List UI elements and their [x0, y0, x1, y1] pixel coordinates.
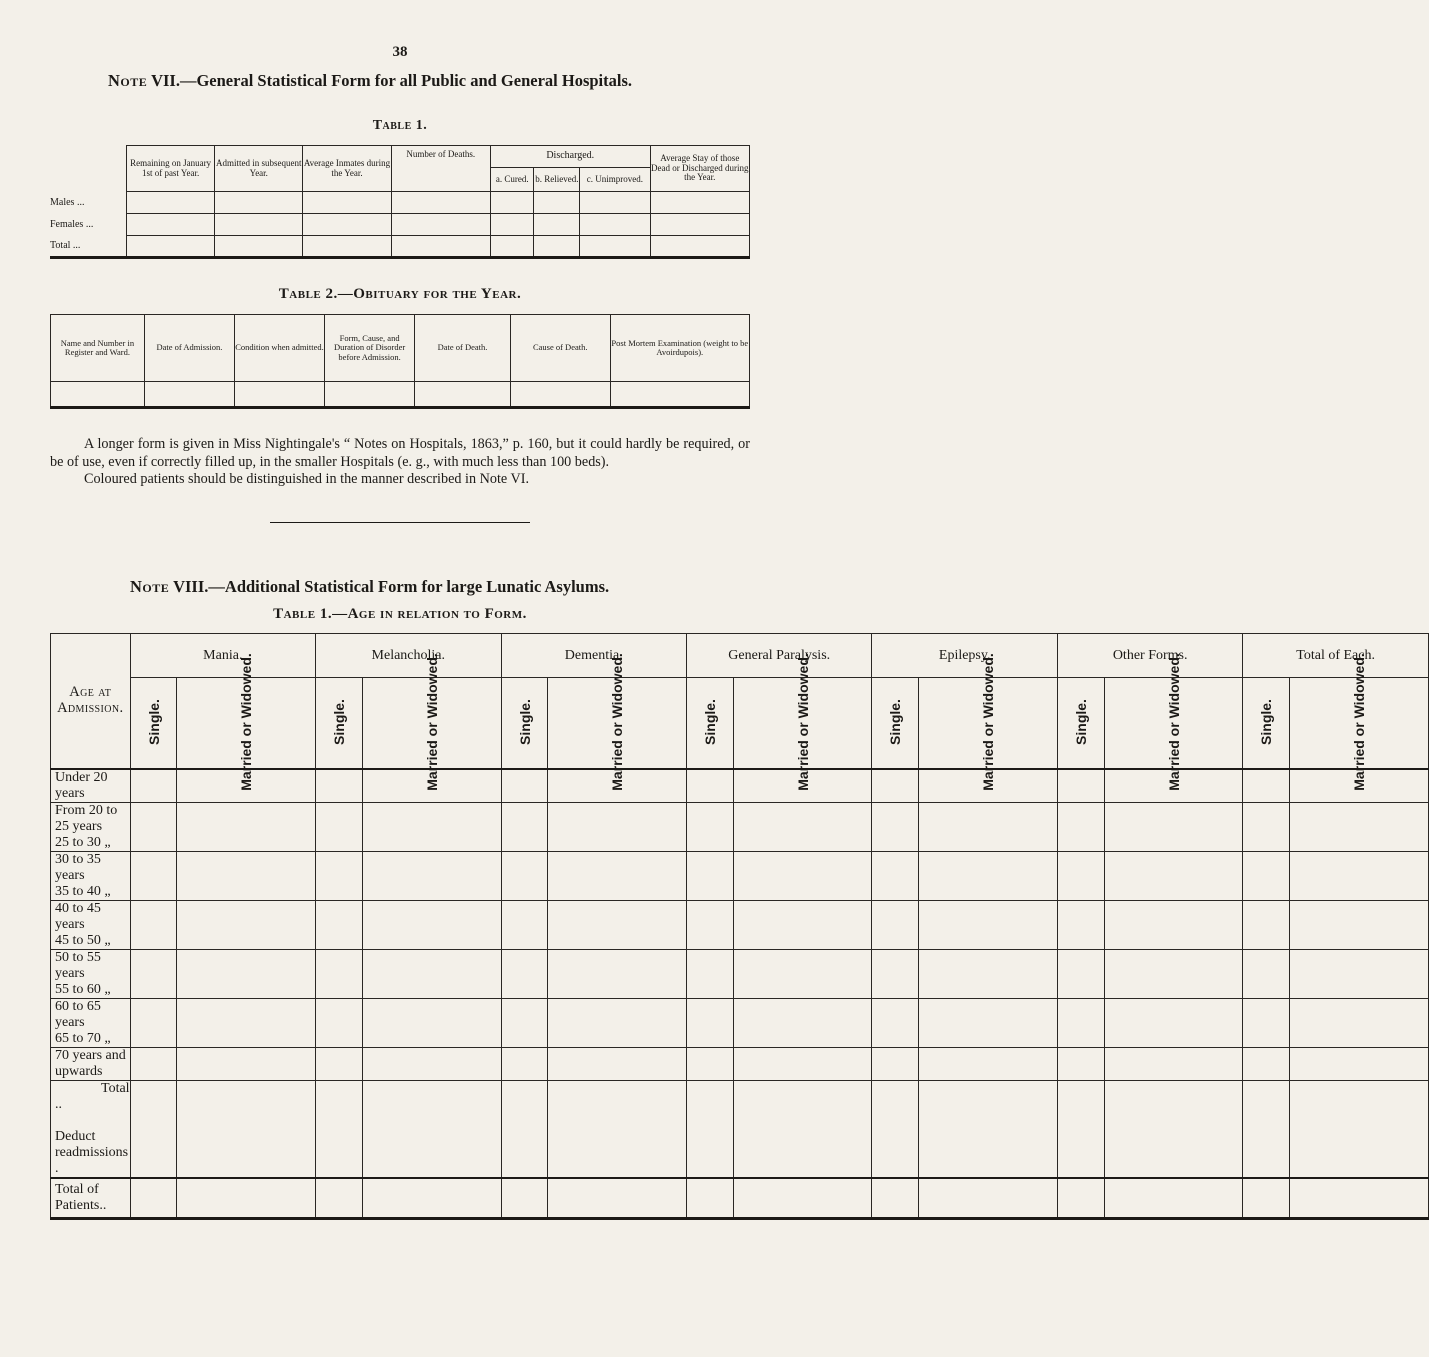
header-condition: Condition when admitted. [235, 315, 325, 382]
subheader-single: Single. [316, 678, 363, 770]
section-divider [270, 522, 530, 523]
header-average: Average Inmates during the Year. [303, 146, 391, 192]
header-deaths: Number of Deaths. [391, 146, 490, 192]
note-viii-title: VIII.—Additional Statistical Form for large Lunatic Asylums. [173, 577, 610, 596]
subheader-married: Married or Widowed. [1104, 678, 1243, 770]
subheader-single: Single. [1243, 678, 1290, 770]
subheader-married: Married or Widowed. [1290, 678, 1429, 770]
age-label: 60 to 65 years 65 to 70 „ [51, 999, 131, 1048]
note-viii-label: Note [130, 577, 170, 596]
note-viii-heading [130, 577, 770, 597]
header-name-number: Name and Number in Register and Ward. [51, 315, 145, 382]
header-unimproved: c. Unimproved. [580, 168, 650, 192]
subheader-married: Married or Widowed. [548, 678, 687, 770]
table-row [51, 1048, 1429, 1081]
paragraph-longer-form: A longer form is given in Miss Nightingale's “ Notes on Hospitals, 1863,” p. 160, but it could hardly be required, or be of use, even if correctly filled up, in the smaller Hospitals (e. g., with much less than 100 beds). [50, 436, 750, 470]
header-discharged: Discharged. [490, 146, 650, 168]
table-2-title: Table 2.—Obituary for the Year. [278, 286, 522, 302]
subheader-single: Single. [686, 678, 733, 770]
row-label: Females ... [50, 219, 94, 230]
table-2-row [51, 382, 750, 408]
table-row [51, 852, 1429, 901]
header-mania: Mania. [130, 634, 315, 678]
header-cause-death: Cause of Death. [510, 315, 610, 382]
header-general-paralysis: General Paralysis. [686, 634, 871, 678]
header-remaining: Remaining on January 1st of past Year. [126, 146, 214, 192]
age-label: 50 to 55 years 55 to 60 „ [51, 950, 131, 999]
note-vii-heading [108, 71, 748, 91]
header-cured: a. Cured. [490, 168, 534, 192]
table-row [51, 950, 1429, 999]
header-total-each: Total of Each. [1243, 634, 1428, 678]
note-vii-label: Note [108, 71, 148, 90]
age-label: 70 years and upwards [51, 1048, 131, 1081]
subheader-single: Single. [872, 678, 919, 770]
row-label: Total ... [50, 236, 126, 258]
header-relieved: b. Relieved. [534, 168, 580, 192]
note-vii-title: VII.—General Statistical Form for all Public and General Hospitals. [151, 71, 633, 90]
header-date-admission: Date of Admission. [144, 315, 234, 382]
header-post-mortem: Post Mortem Examination (weight to be Avoirdupois). [610, 315, 749, 382]
row-label: Males ... [50, 197, 85, 208]
header-average-stay: Average Stay of those Dead or Discharged during the Year. [650, 146, 749, 192]
table-row [51, 803, 1429, 852]
subheader-single: Single. [501, 678, 548, 770]
table-1-row-males [50, 192, 750, 214]
header-form-cause: Form, Cause, and Duration of Disorder before Admission. [325, 315, 415, 382]
table-1-row-total [50, 236, 750, 258]
table-1-title: Table 1. [372, 118, 428, 133]
header-dementia: Dementia. [501, 634, 686, 678]
subheader-single: Single. [130, 678, 177, 770]
table-row [51, 769, 1429, 803]
header-melancholia: Melancholia. [316, 634, 501, 678]
paragraph-coloured-patients: Coloured patients should be distinguished in the manner described in Note VI. [84, 471, 529, 487]
row-label-header [50, 146, 126, 192]
total-label: Total .. Deduct readmissions . [51, 1081, 131, 1179]
table-1-row-females [50, 214, 750, 236]
header-other-forms: Other Forms. [1057, 634, 1242, 678]
table-row-total-patients [51, 1178, 1429, 1219]
subheader-married: Married or Widowed. [919, 678, 1058, 770]
subheader-married: Married or Widowed. [177, 678, 316, 770]
age-label: 30 to 35 years 35 to 40 „ [51, 852, 131, 901]
table-age-title: Table 1.—Age in relation to Form. [273, 606, 527, 622]
header-age-at-admission: Age at Admission. [51, 634, 131, 770]
subheader-married: Married or Widowed. [733, 678, 872, 770]
header-epilepsy: Epilepsy. [872, 634, 1057, 678]
age-form-table [50, 633, 1429, 1220]
age-label: Under 20 years [51, 769, 131, 803]
total-patients-label: Total of Patients.. [51, 1178, 131, 1219]
subheader-married: Married or Widowed. [362, 678, 501, 770]
table-row-total [51, 1081, 1429, 1179]
table-row [51, 901, 1429, 950]
notes-text [50, 436, 750, 489]
hospital-statistics-table [50, 145, 750, 259]
age-label: From 20 to 25 years 25 to 30 „ [51, 803, 131, 852]
subheader-single: Single. [1057, 678, 1104, 770]
header-date-death: Date of Death. [415, 315, 511, 382]
page-number: 38 [392, 44, 408, 60]
age-label: 40 to 45 years 45 to 50 „ [51, 901, 131, 950]
header-admitted: Admitted in subsequent Year. [215, 146, 303, 192]
obituary-table [50, 314, 750, 409]
table-row [51, 999, 1429, 1048]
